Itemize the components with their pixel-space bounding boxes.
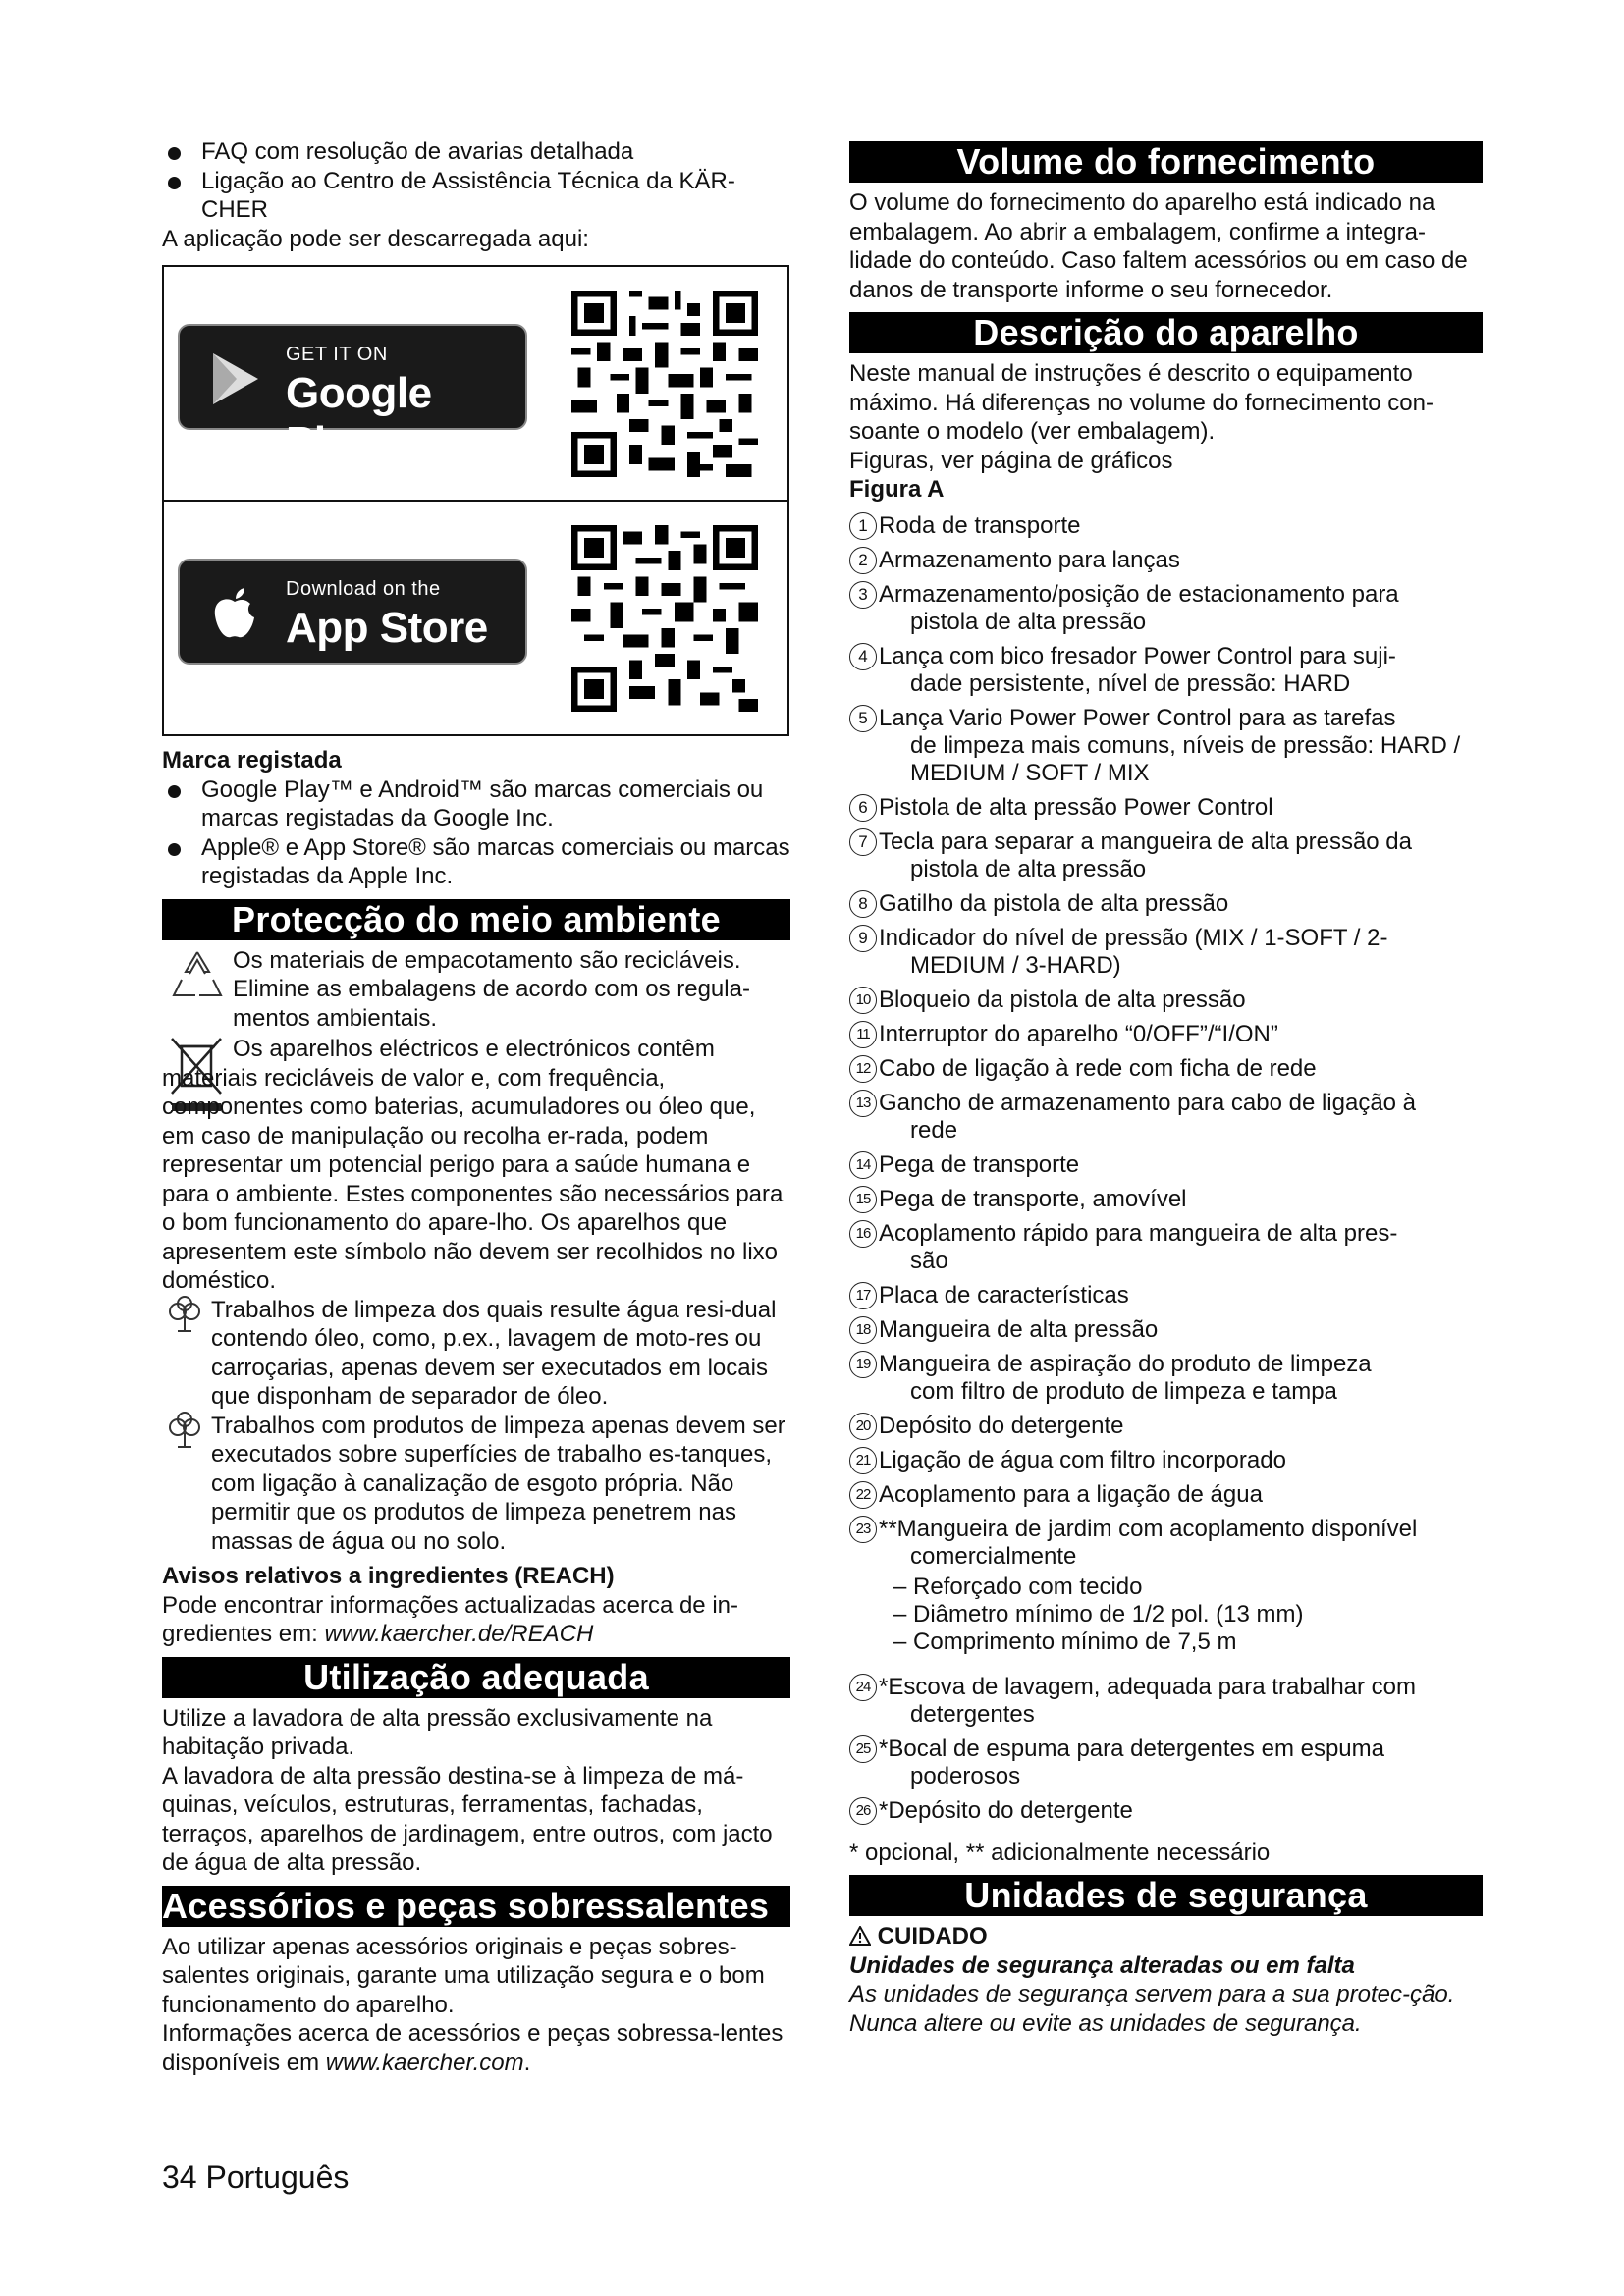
item-text-line: **Mangueira de jardim com acoplamento disponível (879, 1515, 1418, 1542)
right-column (849, 137, 1483, 2038)
supply-text: O volume do fornecimento do aparelho está indicado na embalagem. Ao abrir a embalagem, confirme a integra-lidade do conteúdo. Caso faltem acessórios ou em caso de danos de transporte informe o seu fornecedor. (849, 189, 1468, 303)
component-list-item (849, 1735, 1483, 1790)
item-text-continuation: MEDIUM / 3-HARD) (910, 951, 1121, 979)
item-text (879, 643, 1483, 698)
item-text-continuation: poderosos (910, 1762, 1021, 1789)
reach-heading: Avisos relativos a ingredientes (REACH) (162, 1563, 615, 1589)
item-text-line: *Escova de lavagem, adequada para trabalhar com (879, 1673, 1417, 1700)
item-text (879, 547, 1483, 574)
item-number-badge: 24 (849, 1674, 877, 1701)
item-number-badge: 13 (849, 1090, 877, 1117)
item-number-badge: 17 (849, 1282, 877, 1309)
item-number-badge: 25 (849, 1735, 877, 1763)
component-list-item (849, 1055, 1483, 1083)
accessories-text-2: Informações acerca de acessórios e peças sobressa-lentes disponíveis em (162, 2020, 784, 2076)
component-list-item (849, 1674, 1483, 1729)
accessories-text-1: Ao utilizar apenas acessórios originais e peças sobres-salentes originais, garante uma utilização segura e o bom funcionamento do aparelho. (162, 1933, 765, 2018)
item-number-badge: 10 (849, 987, 877, 1014)
component-list-item (849, 1516, 1483, 1571)
section-heading-supply: Volume do fornecimento (849, 141, 1483, 183)
app-download-box (162, 265, 789, 736)
use-text-1: Utilize a lavadora de alta pressão exclusivamente na habitação privada. (162, 1704, 713, 1760)
safety-text-2: Nunca altere ou evite as unidades de segurança. (849, 2009, 1362, 2037)
oil-separator-icon (162, 1412, 211, 1451)
item-text (879, 794, 1483, 822)
env-cleaning-block (162, 1412, 790, 1557)
item-text-line: Armazenamento/posição de estacionamento para (879, 580, 1399, 608)
item-text-line: Armazenamento para lanças (879, 546, 1180, 573)
component-list-item (849, 512, 1483, 540)
env-oil-text: Trabalhos de limpeza dos quais resulte água resi-dual contendo óleo, como, p.ex., lavagem de moto-res ou carroçarias, apenas devem ser executados em locais que disponham de separador de óleo. (211, 1296, 777, 1410)
item-number-badge: 21 (849, 1447, 877, 1474)
item-text (879, 1735, 1483, 1790)
component-list-item (849, 794, 1483, 822)
safety-bold-text: Unidades de segurança alteradas ou em falta (849, 1951, 1355, 1979)
section-heading-environment: Protecção do meio ambiente (162, 899, 790, 940)
item-text-line: Mangueira de aspiração do produto de limpeza (879, 1350, 1372, 1377)
item-text (879, 1282, 1483, 1309)
item-text (879, 1055, 1483, 1083)
item-text (879, 1316, 1483, 1344)
component-list-item (849, 1413, 1483, 1440)
item-text-line: Acoplamento rápido para mangueira de alta pres- (879, 1219, 1398, 1247)
accessories-link[interactable]: www.kaercher.com (325, 2049, 524, 2076)
component-list-item (849, 643, 1483, 698)
item-text-continuation: pistola de alta pressão (910, 855, 1147, 882)
bullet-item: FAQ com resolução de avarias detalhada (162, 137, 790, 167)
accessories-paragraph (162, 2019, 790, 2077)
item-text-line: Mangueira de alta pressão (879, 1315, 1159, 1343)
item-text-line: Pistola de alta pressão Power Control (879, 793, 1273, 821)
component-list-item (849, 1481, 1483, 1509)
component-list-item (849, 1282, 1483, 1309)
item-number-badge: 9 (849, 925, 877, 952)
qr-code-icon (571, 525, 758, 712)
item-number-badge: 7 (849, 828, 877, 856)
app-store-row (164, 500, 787, 734)
item-text (879, 1220, 1483, 1275)
item-number-badge: 12 (849, 1055, 877, 1083)
google-play-label: Google Play (286, 369, 432, 466)
item-text (879, 1090, 1483, 1145)
figures-text: Figuras, ver página de gráficos (849, 447, 1173, 474)
play-triangle-icon (205, 349, 264, 408)
hose-specs (849, 1574, 1483, 1656)
app-store-label: App Store (286, 604, 488, 652)
reach-paragraph (162, 1591, 790, 1649)
item-text (879, 512, 1483, 540)
item-number-badge: 2 (849, 547, 877, 574)
item-text (879, 1447, 1483, 1474)
accessories-period: . (523, 2049, 531, 2076)
item-text-continuation: pistola de alta pressão (910, 608, 1147, 635)
app-store-small-label: Download on the (286, 578, 441, 600)
item-text (879, 1021, 1483, 1048)
item-text-line: Acoplamento para a ligação de água (879, 1480, 1263, 1508)
item-number-badge: 22 (849, 1481, 877, 1509)
item-text (879, 925, 1483, 980)
google-play-badge[interactable] (178, 324, 527, 466)
env-cleaning-text: Trabalhos com produtos de limpeza apenas devem ser executados sobre superfícies de trabalho es-tanques, com ligação à canalização de esgoto própria. Não permitir que os produtos de limpeza penetrem nas massas de água ou no solo. (211, 1412, 785, 1555)
component-list-item (849, 581, 1483, 636)
env-recycle-text: Os materiais de empacotamento são recicláveis. Elimine as embalagens de acordo com os regula-mentos ambientais. (233, 946, 750, 1032)
item-text-continuation: detergentes (910, 1700, 1035, 1728)
item-text (879, 1151, 1483, 1179)
caution-label: CUIDADO (877, 1923, 988, 1949)
oil-separator-icon (162, 1296, 211, 1335)
item-text (879, 1351, 1483, 1406)
component-list-item (849, 1090, 1483, 1145)
component-list-item (849, 1316, 1483, 1344)
item-text (879, 987, 1483, 1014)
component-list-item (849, 1021, 1483, 1048)
footer-language: Português (205, 2160, 350, 2195)
item-text-line: Gancho de armazenamento para cabo de ligação à (879, 1089, 1417, 1116)
item-number-badge: 23 (849, 1516, 877, 1543)
item-number-badge: 26 (849, 1797, 877, 1825)
item-text-line: Indicador do nível de pressão (MIX / 1-SOFT / 2- (879, 924, 1388, 951)
item-number-badge: 5 (849, 705, 877, 732)
use-text-2: A lavadora de alta pressão destina-se à limpeza de má-quinas, veículos, estruturas, ferramentas, fachadas, terraços, aparelhos de jardinagem, entre outros, com jacto de água de alta pressão. (162, 1762, 773, 1876)
item-text (879, 705, 1483, 787)
item-text-line: Pega de transporte, amovível (879, 1185, 1187, 1212)
reach-text: Pode encontrar informações actualizadas acerca de in-gredientes em: (162, 1591, 738, 1647)
section-heading-accessories: Acessórios e peças sobressalentes (162, 1886, 790, 1927)
component-list-item (849, 925, 1483, 980)
item-text-continuation: comercialmente (910, 1542, 1077, 1570)
component-list-item (849, 987, 1483, 1014)
component-list-item (849, 547, 1483, 574)
item-text-line: Depósito do detergente (879, 1412, 1124, 1439)
item-text-line: Placa de características (879, 1281, 1129, 1308)
item-text-continuation: são (910, 1247, 948, 1274)
component-list-item (849, 1220, 1483, 1275)
footnote: * opcional, ** adicionalmente necessário (849, 1839, 1271, 1866)
figure-label: Figura A (849, 476, 945, 503)
section-heading-use: Utilização adequada (162, 1657, 790, 1698)
item-number-badge: 11 (849, 1021, 877, 1048)
env-recycle-block (162, 946, 790, 1034)
google-play-row (164, 267, 787, 500)
component-list-item (849, 1186, 1483, 1213)
item-text (879, 1413, 1483, 1440)
item-text-line: Roda de transporte (879, 511, 1081, 539)
item-text-line: Lança Vario Power Power Control para as tarefas (879, 704, 1396, 731)
item-number-badge: 14 (849, 1151, 877, 1179)
item-number-badge: 8 (849, 890, 877, 918)
qr-code-icon (571, 291, 758, 477)
item-number-badge: 4 (849, 643, 877, 670)
item-number-badge: 18 (849, 1316, 877, 1344)
item-text (879, 1516, 1483, 1571)
component-list-item (849, 890, 1483, 918)
bullet-item: Google Play™ e Android™ são marcas comerciais ou marcas registadas da Google Inc. (162, 775, 790, 833)
component-list-item (849, 1151, 1483, 1179)
component-list-item (849, 705, 1483, 787)
item-text-line: *Bocal de espuma para detergentes em espuma (879, 1735, 1384, 1762)
item-number-badge: 19 (849, 1351, 877, 1378)
recycle-icon (162, 946, 233, 1005)
item-text (879, 1674, 1483, 1729)
item-number-badge: 16 (849, 1220, 877, 1248)
item-text-line: Pega de transporte (879, 1150, 1080, 1178)
description-text: Neste manual de instruções é descrito o equipamento máximo. Há diferenças no volume do fornecimento con-soante o modelo (ver embalagem). (849, 360, 1434, 445)
env-oil-block (162, 1296, 790, 1412)
bullet-item: Apple® e App Store® são marcas comerciais ou marcas registadas da Apple Inc. (162, 833, 790, 891)
bullet-item: Ligação ao Centro de Assistência Técnica da KÄR-CHER (162, 167, 790, 225)
item-text-line: Bloqueio da pistola de alta pressão (879, 986, 1246, 1013)
item-text-line: Gatilho da pistola de alta pressão (879, 889, 1229, 917)
item-text-line: Ligação de água com filtro incorporado (879, 1446, 1286, 1473)
trademark-heading: Marca registada (162, 747, 342, 774)
item-number-badge: 6 (849, 794, 877, 822)
env-weee-text: Os aparelhos eléctricos e electrónicos contêm materiais recicláveis de valor e, com frequência, componentes como baterias, acumuladores ou óleo que, em caso de manipulação ou recolha er-rada, podem representar um potencial perigo para a saúde humana e para o ambiente. Estes componentes são necessários para o bom funcionamento do apare-lho. Os aparelhos que apresentem este símbolo não devem ser recolhidos no lixo doméstico. (162, 1036, 784, 1294)
item-text-continuation: com filtro de produto de limpeza e tampa (910, 1377, 1337, 1405)
safety-text-1: As unidades de segurança servem para a sua protec-ção. (849, 1981, 1455, 2007)
item-number-badge: 15 (849, 1186, 877, 1213)
hose-spec-item: – Comprimento mínimo de 7,5 m (893, 1628, 1237, 1655)
component-list-item (849, 1797, 1483, 1825)
reach-link[interactable]: www.kaercher.de/REACH (324, 1621, 594, 1647)
section-heading-safety: Unidades de segurança (849, 1875, 1483, 1916)
item-text-continuation: de limpeza mais comuns, níveis de pressão: HARD / MEDIUM / SOFT / MIX (910, 731, 1461, 786)
item-number-badge: 3 (849, 581, 877, 609)
component-list-optional (849, 1674, 1483, 1825)
item-number-badge: 1 (849, 512, 877, 540)
hose-spec-item: – Reforçado com tecido (893, 1573, 1143, 1600)
item-text (879, 890, 1483, 918)
google-play-small-label: GET IT ON (286, 344, 388, 365)
item-text-continuation: dade persistente, nível de pressão: HARD (910, 669, 1351, 697)
item-number-badge: 20 (849, 1413, 877, 1440)
item-text (879, 1481, 1483, 1509)
item-text (879, 828, 1483, 883)
item-text-continuation: rede (910, 1116, 958, 1144)
download-text: A aplicação pode ser descarregada aqui: (162, 225, 589, 252)
component-list-item (849, 1351, 1483, 1406)
hose-spec-item: – Diâmetro mínimo de 1/2 pol. (13 mm) (893, 1600, 1304, 1628)
item-text (879, 1797, 1483, 1825)
item-text-line: Tecla para separar a mangueira de alta pressão da (879, 828, 1412, 855)
item-text (879, 581, 1483, 636)
left-column (162, 137, 790, 2077)
warning-triangle-icon (849, 1926, 871, 1946)
component-list (849, 512, 1483, 1571)
page-footer (162, 2160, 349, 2196)
item-text-line: *Depósito do detergente (879, 1796, 1133, 1824)
section-heading-description: Descrição do aparelho (849, 312, 1483, 353)
app-store-badge[interactable] (178, 559, 527, 665)
item-text-line: Lança com bico fresador Power Control para suji- (879, 642, 1396, 669)
component-list-item (849, 828, 1483, 883)
item-text (879, 1186, 1483, 1213)
page-number: 34 (162, 2160, 197, 2195)
item-text-line: Cabo de ligação à rede com ficha de rede (879, 1054, 1317, 1082)
item-text-line: Interruptor do aparelho “0/OFF”/“I/ON” (879, 1020, 1278, 1047)
caution-line (849, 1922, 1483, 1951)
component-list-item (849, 1447, 1483, 1474)
apple-logo-icon (205, 584, 264, 643)
